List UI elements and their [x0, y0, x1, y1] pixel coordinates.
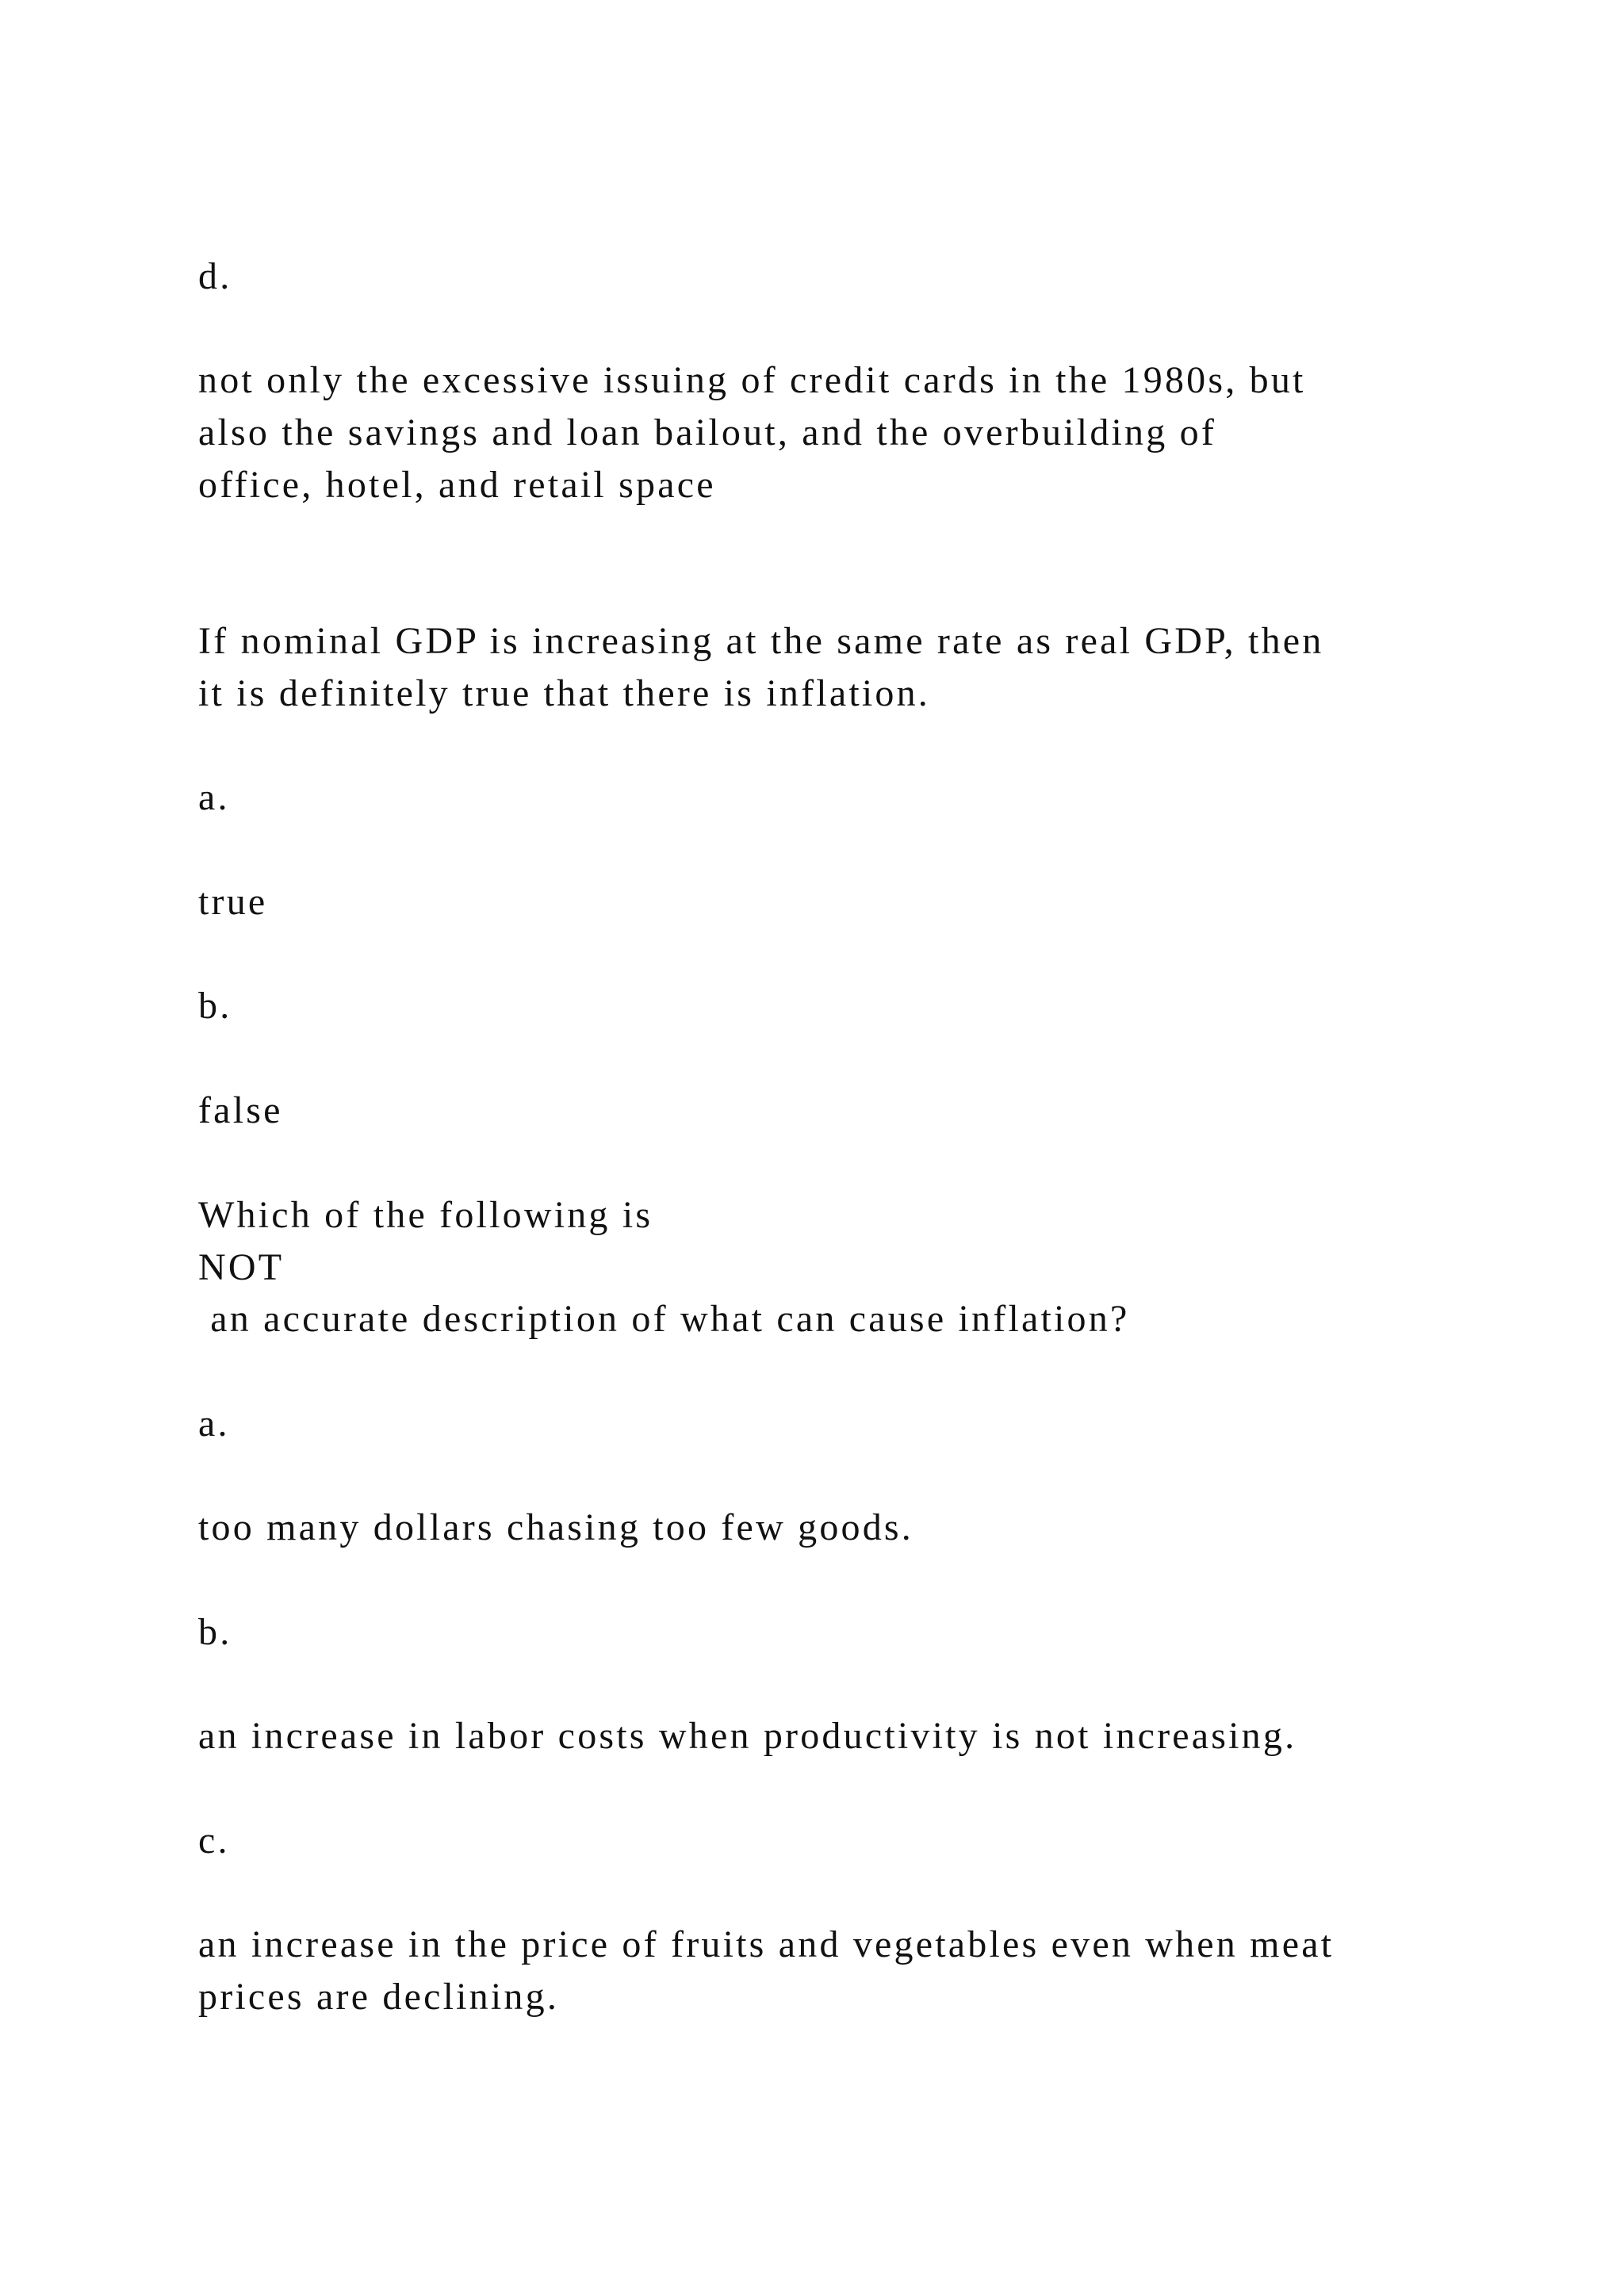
option-d-text-line-2: also the savings and loan bailout, and the overbuilding of	[198, 411, 1217, 453]
question-gdp-prompt-line-2: it is definitely true that there is inflation.	[198, 672, 931, 714]
inflation-option-text-b: an increase in labor costs when productivity is not increasing.	[198, 1715, 1297, 1757]
question-inflation-prompt-line-3: an accurate description of what can cause inflation?	[198, 1298, 1130, 1340]
inflation-option-text-c-line-2: prices are declining.	[198, 1976, 560, 2018]
gdp-option-text-b: false	[198, 1089, 283, 1131]
inflation-option-text-a: too many dollars chasing too few goods.	[198, 1506, 914, 1548]
question-inflation-prompt-emphasis: NOT	[198, 1246, 285, 1288]
inflation-option-text-c-line-1: an increase in the price of fruits and vegetables even when meat	[198, 1923, 1335, 1965]
question-inflation-prompt-line-1: Which of the following is	[198, 1194, 653, 1236]
inflation-option-letter-c: c.	[198, 1820, 230, 1862]
option-d-text-line-1: not only the excessive issuing of credit cards in the 1980s, but	[198, 359, 1306, 401]
gdp-option-text-a: true	[198, 881, 268, 923]
inflation-option-letter-b: b.	[198, 1611, 232, 1653]
question-gdp-prompt-line-1: If nominal GDP is increasing at the same rate as real GDP, then	[198, 620, 1324, 662]
gdp-option-letter-b: b.	[198, 985, 232, 1027]
option-d-text-line-3: office, hotel, and retail space	[198, 464, 716, 506]
gdp-option-letter-a: a.	[198, 776, 230, 818]
inflation-option-letter-a: a.	[198, 1402, 230, 1445]
option-letter-d: d.	[198, 255, 232, 297]
